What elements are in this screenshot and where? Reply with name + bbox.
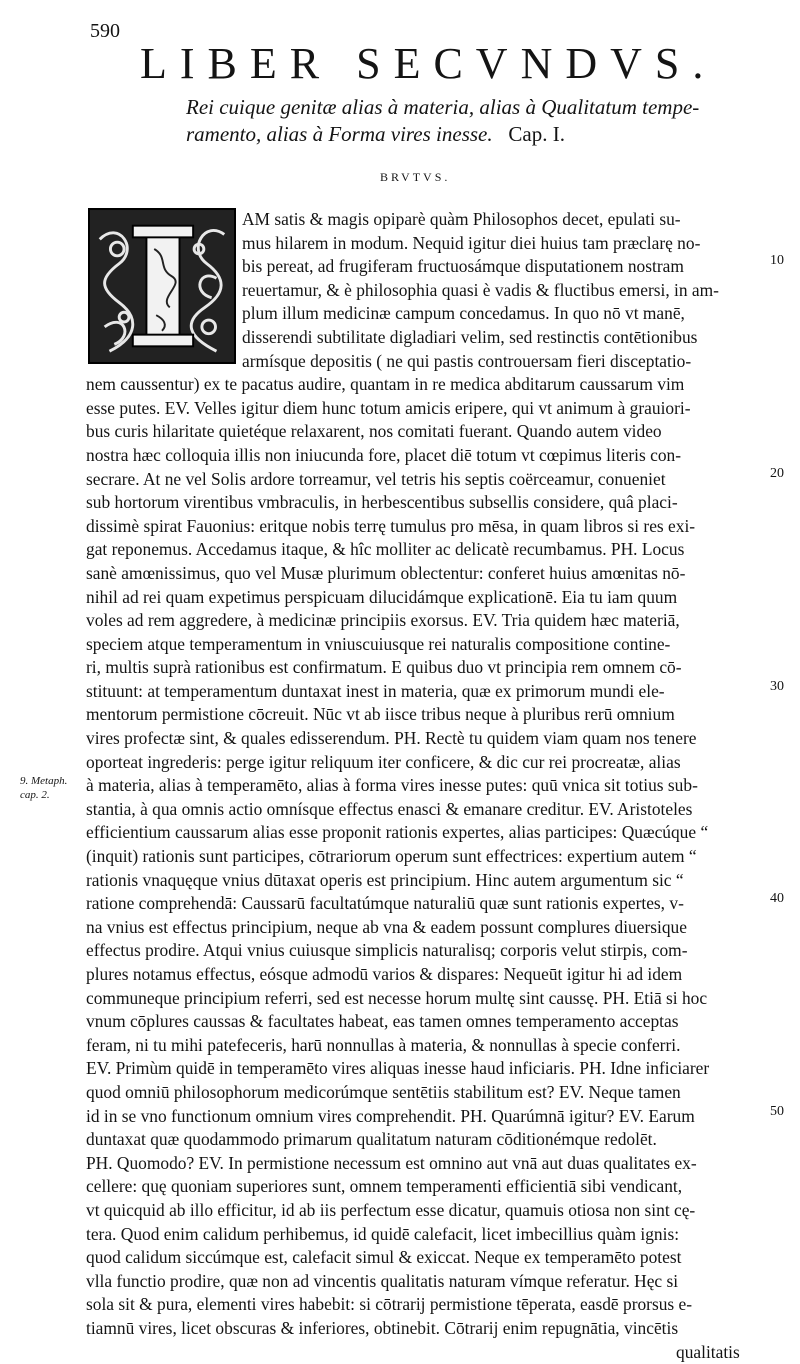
text-line: plures notamus effectus, eósque admodū varios & dispares: Nequeūt igitur hi ad idem	[86, 963, 766, 987]
text-line: cellere: quę quoniam superiores sunt, omnem temperamenti efficientiā sibi vendicant,	[86, 1175, 766, 1199]
line-number: 50	[770, 1104, 784, 1120]
text-line: id in se vno functionum omnium vires comprehendit. PH. Quarúmnā igitur? EV. Earum	[86, 1105, 766, 1129]
text-line: mus hilarem in modum. Nequid igitur diei huius tam præclarę no-	[86, 232, 766, 256]
text-line: à materia, alias à temperamēto, alias à forma vires inesse putes: quū vnica sit totius sub-	[86, 774, 766, 798]
text-line: dissimè spirat Fauonius: eritque nobis terrę tumulus pro mēsa, in quam libros si res exi-	[86, 515, 766, 539]
margin-note-line: 9. Metaph.	[20, 774, 82, 788]
text-line: vt quicquid ab illo efficitur, id ab iis perfectum esse dicatur, quamuis otiosa non sint cę-	[86, 1199, 766, 1223]
chapter-number: Cap. I.	[508, 122, 565, 146]
line-number: 20	[770, 466, 784, 482]
text-line: bis pereat, ad frugiferam fructuosámque disputationem nostram	[86, 255, 766, 279]
chapter-heading-line-2	[186, 121, 686, 148]
text-line: (inquit) rationis sunt participes, cōtrariorum operum sunt effectrices: expertium autem “	[86, 845, 766, 869]
speaker-heading: BRVTVS.	[380, 170, 450, 185]
text-line: efficientium caussarum alias esse proponit rationis expertes, alias participes: Quæcúque “	[86, 821, 766, 845]
chapter-heading-line-2-text: ramento, alias à Forma vires inesse.	[186, 122, 493, 146]
text-line: armísque depositis ( ne qui pastis controuersam fieri disceptatio-	[86, 350, 766, 374]
text-line: na vnius est effectus principium, neque ab vna & eadem possunt complures diuersique	[86, 916, 766, 940]
text-line: disserendi subtilitate digladiari velim, sed restinctis contētionibus	[86, 326, 766, 350]
text-line: stantia, à qua omnis actio omnísque effectus enasci & emanare creditur. EV. Aristoteles	[86, 798, 766, 822]
body-text	[86, 208, 766, 1364]
text-line: EV. Primùm quidē in temperamēto vires aliquas inesse haud inficiaris. PH. Idne inficiarer	[86, 1057, 766, 1081]
margin-note-line: cap. 2.	[20, 788, 82, 802]
text-line: effectus prodire. Atqui vnius cuiusque simplicis naturalisq; corporis velut stirpis, com-	[86, 939, 766, 963]
text-line: oporteat ingrederis: perge igitur reliquum iter conficere, & dic cur rei procreatæ, alias	[86, 751, 766, 775]
text-line: rationis vnaquęque vnius dūtaxat operis est principium. Hinc autem argumentum sic “	[86, 869, 766, 893]
text-line: sanè amœnissimus, quo vel Musæ plurimum oblectentur: conferet huius amœnitas nō-	[86, 562, 766, 586]
text-line: nem caussentur) ex te pacatus audire, quantam in re medica abditarum caussarum vim	[86, 373, 766, 397]
text-line: AM satis & magis opiparè quàm Philosophos decet, epulati su-	[86, 208, 766, 232]
text-line: plum illum medicinæ campum concedamus. In quo nō vt manē,	[86, 302, 766, 326]
text-line: gat reponemus. Accedamus itaque, & hîc molliter ac delicatè recumbamus. PH. Locus	[86, 538, 766, 562]
text-line: speciem atque temperamentum in vniuscuiusque rei naturalis compositione contine-	[86, 633, 766, 657]
chapter-heading-line-1: Rei cuique genitæ alias à materia, alias à Qualitatum tempe-	[186, 94, 686, 121]
line-number: 10	[770, 253, 784, 269]
text-line: tiamnū vires, licet obscuras & inferiores, obtinebit. Cōtrarij enim repugnātia, vincētis	[86, 1317, 766, 1341]
text-line: nihil ad rei quam expetimus perspicuam dilucidámque explicationē. Eia tu iam quum	[86, 586, 766, 610]
line-number: 30	[770, 679, 784, 695]
text-line: vlla functio prodire, quæ non ad vincentis qualitatis naturam vímque referatur. Hęc si	[86, 1270, 766, 1294]
text-line: mentorum permistione cōcreuit. Nūc vt ab iisce tribus neque à pluribus rerū omnium	[86, 703, 766, 727]
text-line: esse putes. EV. Velles igitur diem hunc totum amicis eripere, qui vt animum à grauiori-	[86, 397, 766, 421]
text-line: voles ad rem aggredere, à medicinæ principiis exorsus. EV. Tria quidem hæc materiā,	[86, 609, 766, 633]
text-line: reuertamur, & è philosophia quasi è vadis & fluctibus emersi, in am-	[86, 279, 766, 303]
line-number: 40	[770, 891, 784, 907]
text-line: vnum cōplures caussas & facultates habeat, eas tamen omnes temperamento acceptas	[86, 1010, 766, 1034]
text-line: sola sit & pura, elementi vires habebit: si cōtrarij permistione tēperata, easdē prorsus e-	[86, 1293, 766, 1317]
text-line: stituunt: at temperamentum duntaxat inest in materia, quæ ex primorum mundi ele-	[86, 680, 766, 704]
text-line: nostra hæc colloquia illis non iniucunda fore, placet diē totum vt cœpimus literis con-	[86, 444, 766, 468]
text-line: ratione comprehendā: Caussarū facultatúmque naturaliū quæ sunt rationis expertes, v-	[86, 892, 766, 916]
text-line: secrare. At ne vel Solis ardore torreamur, vel tetris his septis coërceamur, conueniet	[86, 468, 766, 492]
chapter-heading	[186, 94, 686, 148]
text-line: bus curis hilaritate quietéque relaxarent, nos comitati fuerant. Quando autem video	[86, 420, 766, 444]
text-line: sub hortorum virentibus vmbraculis, in herbescentibus subsellis considere, quâ placi-	[86, 491, 766, 515]
page-number: 590	[90, 20, 120, 43]
text-line: quod calidum siccúmque est, calefacit simul & exiccat. Neque ex temperamēto potest	[86, 1246, 766, 1270]
text-line: vires profectæ sint, & quales edisserendum. PH. Rectè tu quidem viam quam nos tenere	[86, 727, 766, 751]
text-line: quod omniū philosophorum medicorúmque sentētiis stabilitum est? EV. Neque tamen	[86, 1081, 766, 1105]
text-line: communeque principium referri, sed est necesse horum multę sint caussę. PH. Etiā si hoc	[86, 987, 766, 1011]
margin-note	[20, 774, 82, 802]
text-line: ri, multis suprà rationibus est confirmatum. E quibus duo vt principia rem omnem cō-	[86, 656, 766, 680]
text-line: PH. Quomodo? EV. In permistione necessum est omnino aut vnā aut duas qualitates ex-	[86, 1152, 766, 1176]
text-line: feram, ni tu mihi patefeceris, harū nonnullas à materia, & nonnullas à specie conferri.	[86, 1034, 766, 1058]
text-line: tera. Quod enim calidum perhibemus, id quidē calefacit, licet imbecillius quàm ignis:	[86, 1223, 766, 1247]
text-line: duntaxat quæ quodammodo primarum qualitatum naturam cōditionémque redolēt.	[86, 1128, 766, 1152]
text-line: qualitatis	[86, 1341, 766, 1364]
book-title: LIBER SECVNDVS.	[140, 38, 700, 89]
